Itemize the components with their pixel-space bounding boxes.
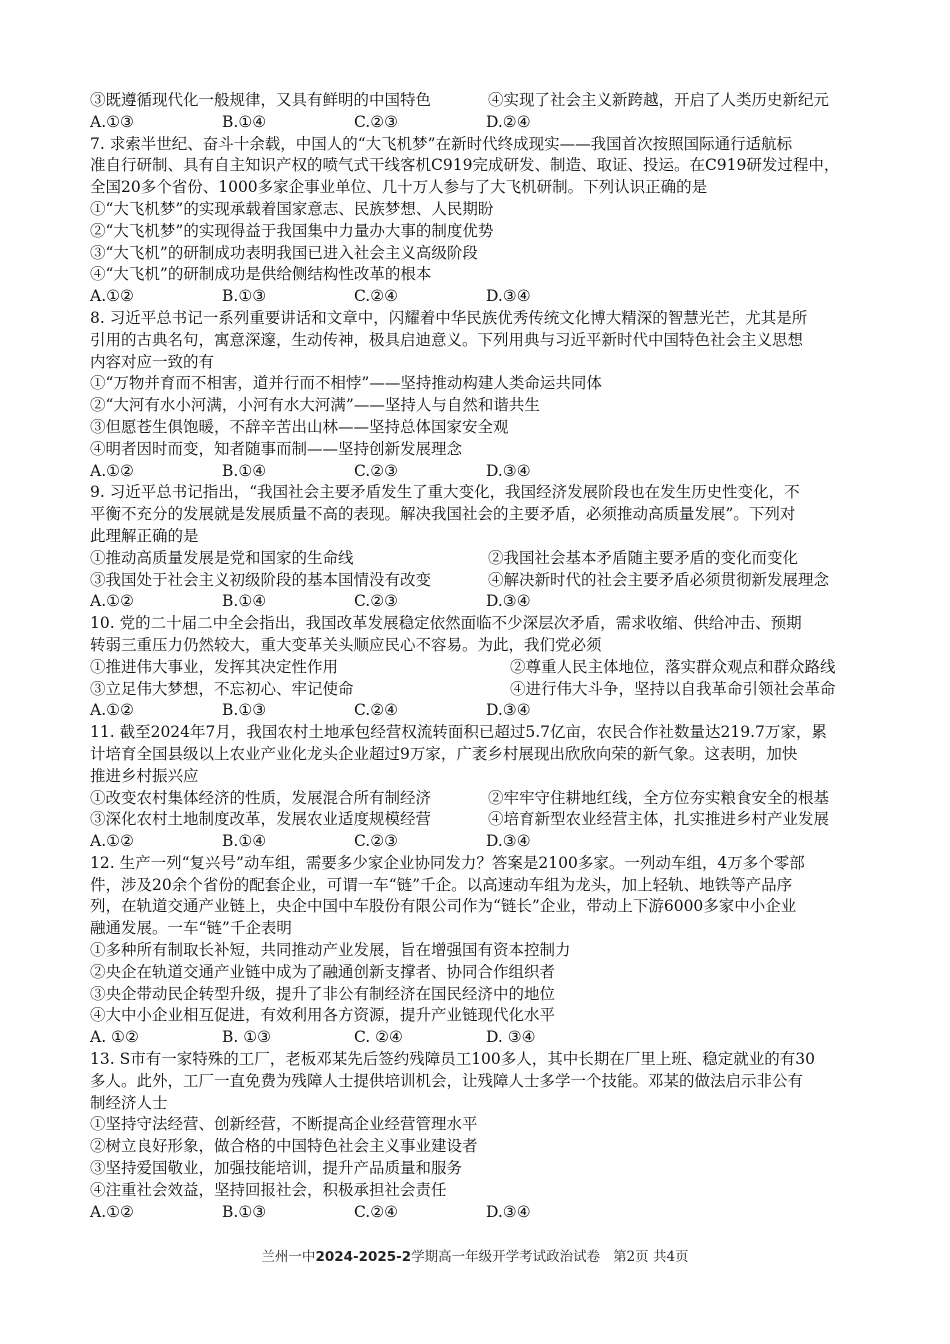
option-2: ②央企在轨道交通产业链中成为了融通创新支撑者、协同合作组织者 — [90, 962, 556, 981]
question-text: 融通发展。一车“链”千企表明 — [90, 919, 292, 938]
answer-b: B. ①③ — [222, 1028, 272, 1047]
option-1: ①“大飞机梦”的实现承载着国家意志、民族梦想、人民期盼 — [90, 199, 494, 218]
answer-d: D.③④ — [486, 832, 531, 851]
option-2: ②我国社会基本矛盾随主要矛盾的变化而变化 — [488, 548, 799, 567]
answer-a: A.①② — [90, 592, 134, 611]
footer-page-number: 第2页 共4页 — [613, 1249, 689, 1265]
options-row — [90, 809, 862, 831]
footer-school: 兰州一中 — [261, 1249, 316, 1265]
question-text: 13. S市有一家特殊的工厂，老板邓某先后签约残障员工100多人，其中长期在厂里上班、稳定就业的有30 — [90, 1050, 816, 1069]
answers — [90, 1202, 862, 1224]
answers — [90, 700, 862, 722]
answer-a: A.①② — [90, 701, 134, 720]
answer-d: D.③④ — [486, 461, 531, 480]
option-4: ④大中小企业相互促进，有效利用各方资源，提升产业链现代化水平 — [90, 1006, 556, 1025]
question-text: 件，涉及20余个省份的配套企业，可谓一车“链”千企。以高速动车组为龙头，加上轻轨、地铁等产品序 — [90, 875, 793, 894]
option-4: ④解决新时代的社会主要矛盾必须贯彻新发展理念 — [488, 570, 830, 589]
option-3: ③坚持爱国敬业，加强技能培训，提升产品质量和服务 — [90, 1159, 463, 1178]
answer-a: A. ①② — [90, 1028, 139, 1047]
option-4: ④明者因时而变，知者随事而制——坚持创新发展理念 — [90, 439, 463, 458]
answer-b: B.①③ — [222, 1202, 267, 1221]
question-13 — [90, 1049, 862, 1223]
question-text: 推进乡村振兴应 — [90, 766, 199, 785]
option-3: ③深化农村土地制度改革，发展农业适度规模经营 — [90, 810, 432, 829]
answer-a: A.①② — [90, 287, 134, 306]
option-1: ①推动高质量发展是党和国家的生命线 — [90, 548, 354, 567]
exam-page — [90, 90, 862, 1223]
answer-d: D.②④ — [486, 112, 531, 131]
question-text: 列，在轨道交通产业链上，央企中国中车股份有限公司作为“链长”企业，带动上下游6000多家中小企业 — [90, 897, 797, 916]
question-text: 平衡不充分的发展就是发展质量不高的表现。解决我国社会的主要矛盾，必须推动高质量发展”。下列对 — [90, 505, 796, 524]
answer-d: D.③④ — [486, 1202, 531, 1221]
question-text: 准自行研制、具有自主知识产权的喷气式干线客机C919完成研发、制造、取证、投运。在C919研发过程中， — [90, 156, 840, 175]
option-2: ②牢牢守住耕地红线，全方位夯实粮食安全的根基 — [488, 788, 830, 807]
answer-b: B.①④ — [222, 832, 267, 851]
question-text: 转弱三重压力仍然较大，重大变革关头顺应民心不容易。为此，我们党必须 — [90, 635, 602, 654]
option-4: ④“大飞机”的研制成功是供给侧结构性改革的根本 — [90, 265, 432, 284]
option-3: ③央企带动民企转型升级，提升了非公有制经济在国民经济中的地位 — [90, 984, 556, 1003]
answers — [90, 461, 862, 483]
answers — [90, 286, 862, 308]
answers — [90, 1027, 862, 1049]
answer-c: C. ②④ — [354, 1028, 403, 1047]
option-3: ③立足伟大梦想，不忘初心、牢记使命 — [90, 679, 354, 698]
option-4: ④注重社会效益，坚持回报社会，积极承担社会责任 — [90, 1180, 447, 1199]
answer-c: C.②③ — [354, 461, 399, 480]
answer-b: B.①③ — [222, 287, 267, 306]
answer-c: C.②③ — [354, 832, 399, 851]
option-4: ④进行伟大斗争，坚持以自我革命引领社会革命 — [510, 679, 836, 698]
answer-d: D. ③④ — [486, 1028, 536, 1047]
answers — [90, 831, 862, 853]
answer-c: C.②④ — [354, 701, 399, 720]
option-1: ①坚持守法经营、创新经营，不断提高企业经营管理水平 — [90, 1115, 478, 1134]
answer-a: A.①② — [90, 1202, 134, 1221]
footer-year: 2024-2025-2 — [315, 1249, 412, 1265]
option-4: ④培育新型农业经营主体，扎实推进乡村产业发展 — [488, 810, 830, 829]
option-1: ①“万物并育而不相害，道并行而不相悖”——坚持推动构建人类命运共同体 — [90, 374, 602, 393]
options-row — [90, 548, 862, 570]
option-1: ①改变农村集体经济的性质，发展混合所有制经济 — [90, 788, 432, 807]
option-3: ③但愿苍生俱饱暖，不辞辛苦出山林——坚持总体国家安全观 — [90, 417, 509, 436]
question-10 — [90, 613, 862, 722]
answer-b: B.①③ — [222, 701, 267, 720]
answer-d: D.③④ — [486, 701, 531, 720]
answer-b: B.①④ — [222, 461, 267, 480]
option-3: ③“大飞机”的研制成功表明我国已进入社会主义高级阶段 — [90, 243, 478, 262]
question-11 — [90, 722, 862, 853]
answer-c: C.②③ — [354, 112, 399, 131]
q6-options-row — [90, 90, 862, 112]
answer-a: A.①② — [90, 461, 134, 480]
question-text: 计培育全国县级以上农业产业化龙头企业超过9万家，广袤乡村展现出欣欣向荣的新气象。这表明，加快 — [90, 744, 798, 763]
question-text: 10. 党的二十届二中全会指出，我国改革发展稳定依然面临不少深层次矛盾，需求收缩、供给冲击、预期 — [90, 614, 802, 633]
option-2: ②“大飞机梦”的实现得益于我国集中力量办大事的制度优势 — [90, 221, 494, 240]
options-row — [90, 679, 862, 701]
option-3: ③我国处于社会主义初级阶段的基本国情没有改变 — [90, 570, 432, 589]
q6-option-3: ③既遵循现代化一般规律，又具有鲜明的中国特色 — [90, 91, 432, 109]
question-text: 引用的古典名句，寓意深邃，生动传神，极具启迪意义。下列用典与习近平新时代中国特色社会主义思想 — [90, 330, 804, 349]
q6-answers — [90, 112, 862, 134]
question-9 — [90, 482, 862, 613]
answer-d: D.③④ — [486, 592, 531, 611]
question-text: 全国20多个省份、1000多家企事业单位、几十万人参与了大飞机研制。下列认识正确的是 — [90, 178, 708, 197]
option-1: ①多种所有制取长补短，共同推动产业发展，旨在增强国有资本控制力 — [90, 941, 571, 960]
option-1: ①推进伟大事业，发挥其决定性作用 — [90, 657, 339, 676]
question-text: 11. 截至2024年7月，我国农村土地承包经营权流转面积已超过5.7亿亩，农民合作社数量达219.7万家，累 — [90, 723, 827, 742]
answer-c: C.②④ — [354, 287, 399, 306]
option-2: ②尊重人民主体地位，落实群众观点和群众路线 — [510, 657, 836, 676]
question-text: 8. 习近平总书记一系列重要讲话和文章中，闪耀着中华民族优秀传统文化博大精深的智慧光芒，尤其是所 — [90, 308, 808, 327]
answer-b: B.①④ — [222, 592, 267, 611]
question-text: 12. 生产一列“复兴号”动车组，需要多少家企业协同发力？答案是2100多家。一列动车组，4万多个零部 — [90, 853, 805, 872]
question-8 — [90, 308, 862, 482]
answer-c: C.②④ — [354, 1202, 399, 1221]
question-text: 此理解正确的是 — [90, 526, 199, 545]
answers — [90, 591, 862, 613]
question-text: 多人。此外，工厂一直免费为残障人士提供培训机会，让残障人士多学一个技能。邓某的做法启示非公有 — [90, 1071, 804, 1090]
page-footer — [0, 1245, 950, 1265]
answer-c: C.②③ — [354, 592, 399, 611]
question-text: 制经济人士 — [90, 1093, 168, 1112]
question-12 — [90, 853, 862, 1049]
footer-title: 学期高一年级开学考试政治试卷 — [411, 1249, 601, 1265]
question-text: 内容对应一致的有 — [90, 352, 215, 371]
question-text: 9. 习近平总书记指出，“我国社会主要矛盾发生了重大变化，我国经济发展阶段也在发生历史性变化，不 — [90, 483, 800, 502]
question-7 — [90, 134, 862, 308]
options-row — [90, 788, 862, 810]
answer-a: A.①③ — [90, 112, 134, 131]
options-row — [90, 657, 862, 679]
q6-option-4: ④实现了社会主义新跨越，开启了人类历史新纪元 — [488, 91, 830, 109]
option-2: ②树立良好形象，做合格的中国特色社会主义事业建设者 — [90, 1137, 478, 1156]
answer-d: D.③④ — [486, 287, 531, 306]
answer-b: B.①④ — [222, 112, 267, 131]
question-text: 7. 求索半世纪、奋斗十余载，中国人的“大飞机梦”在新时代终成现实——我国首次按照国际通行适航标 — [90, 134, 793, 153]
options-row — [90, 570, 862, 592]
answer-a: A.①② — [90, 832, 134, 851]
option-2: ②“大河有水小河满，小河有水大河满”——坚持人与自然和谐共生 — [90, 396, 540, 415]
